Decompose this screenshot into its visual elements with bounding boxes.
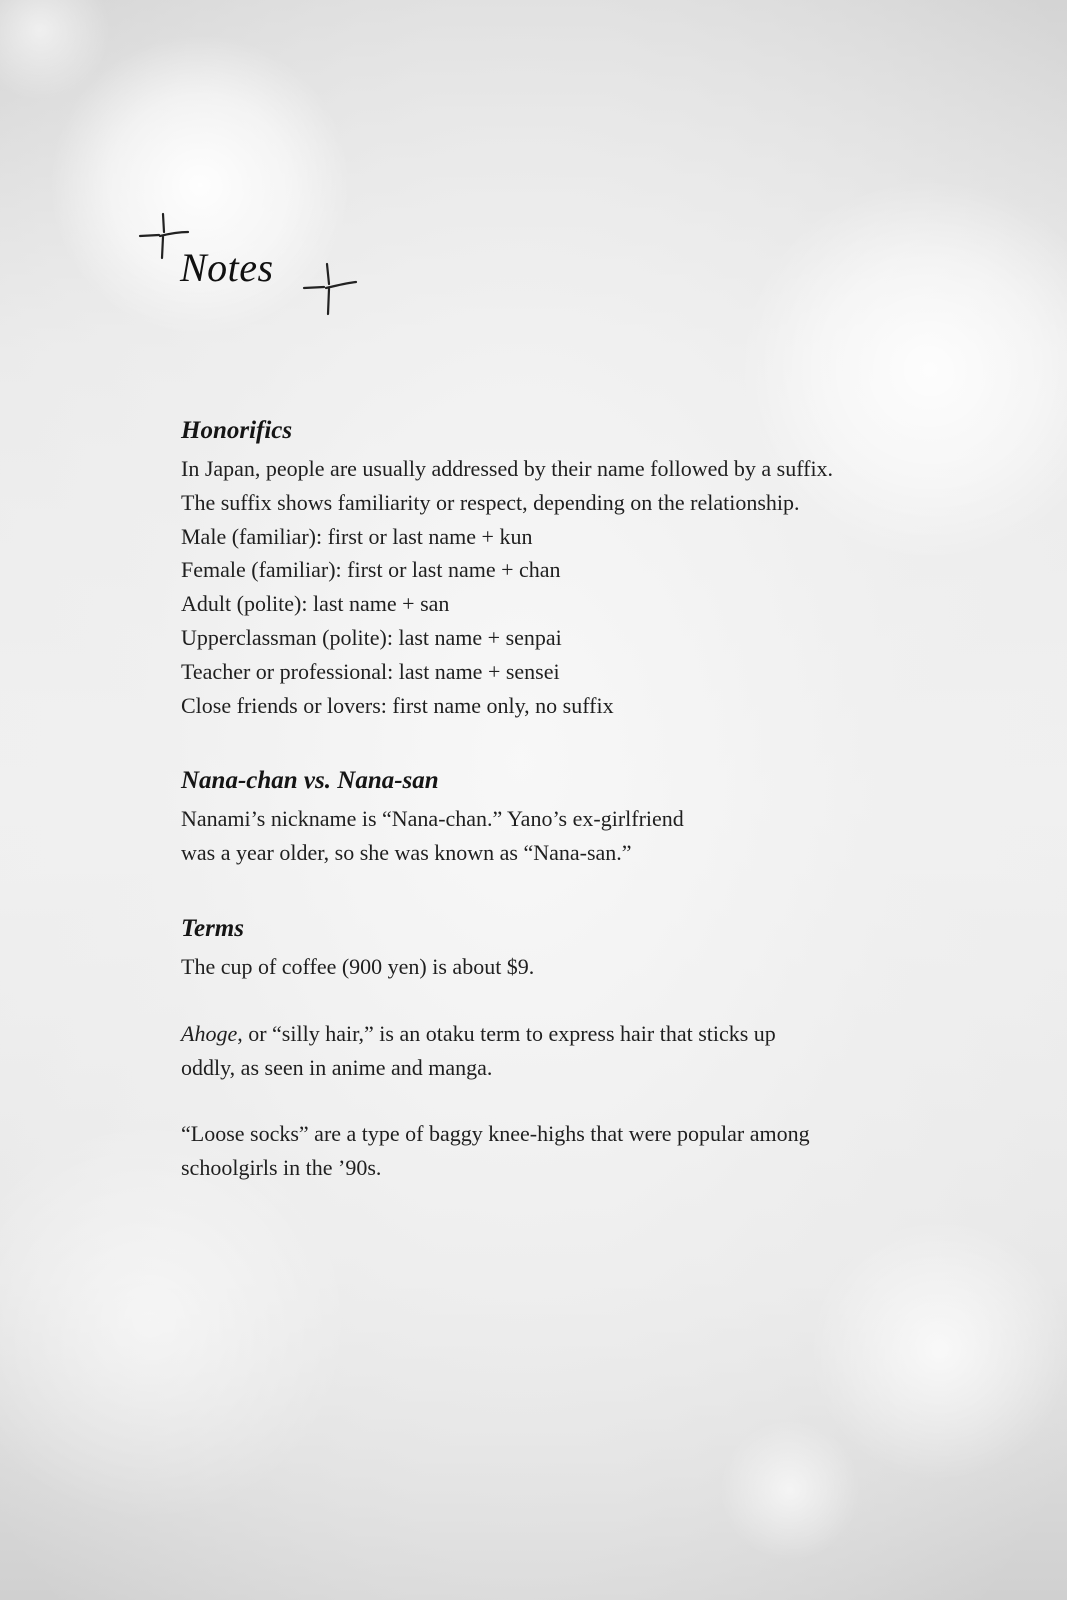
nana-section — [181, 764, 951, 870]
notes-content — [181, 414, 951, 1185]
honorifics-line: Teacher or professional: last name + sensei — [181, 658, 560, 684]
nana-line: was a year older, so she was known as “Nana-san.” — [181, 840, 632, 866]
honorifics-line: Upperclassman (polite): last name + senpai — [181, 624, 562, 650]
honorifics-heading: Honorifics — [181, 417, 293, 444]
honorifics-line: In Japan, people are usually addressed by their name followed by a suffix. — [181, 456, 834, 481]
sparkle-right-icon — [302, 262, 358, 318]
coffee-note: The cup of coffee (900 yen) is about $9. — [181, 953, 535, 979]
page-title: Notes — [180, 245, 274, 290]
honorifics-section — [181, 414, 951, 722]
nana-line: Nanami’s nickname is “Nana-chan.” Yano’s ex-girlfriend — [181, 806, 684, 832]
terms-section — [181, 912, 951, 1185]
honorifics-line: Female (familiar): first or last name + chan — [181, 557, 561, 583]
honorifics-line: The suffix shows familiarity or respect, depending on the relationship. — [181, 489, 800, 515]
honorifics-line: Adult (polite): last name + san — [181, 591, 450, 617]
nana-heading: Nana-chan vs. Nana-san — [181, 767, 439, 795]
ahoge-note-continued: oddly, as seen in anime and manga. — [181, 1054, 493, 1080]
terms-heading: Terms — [181, 914, 244, 942]
socks-note-continued: schoolgirls in the ’90s. — [181, 1155, 382, 1181]
ahoge-note — [181, 1017, 951, 1051]
honorifics-line: Male (familiar): first or last name + kun — [181, 523, 533, 549]
socks-note: “Loose socks” are a type of baggy knee-highs that were popular among — [181, 1121, 810, 1147]
ahoge-term: Ahoge — [181, 1020, 238, 1046]
honorifics-line: Close friends or lovers: first name only, no suffix — [181, 692, 614, 718]
ahoge-definition: , or “silly hair,” is an otaku term to express hair that sticks up — [237, 1020, 776, 1046]
